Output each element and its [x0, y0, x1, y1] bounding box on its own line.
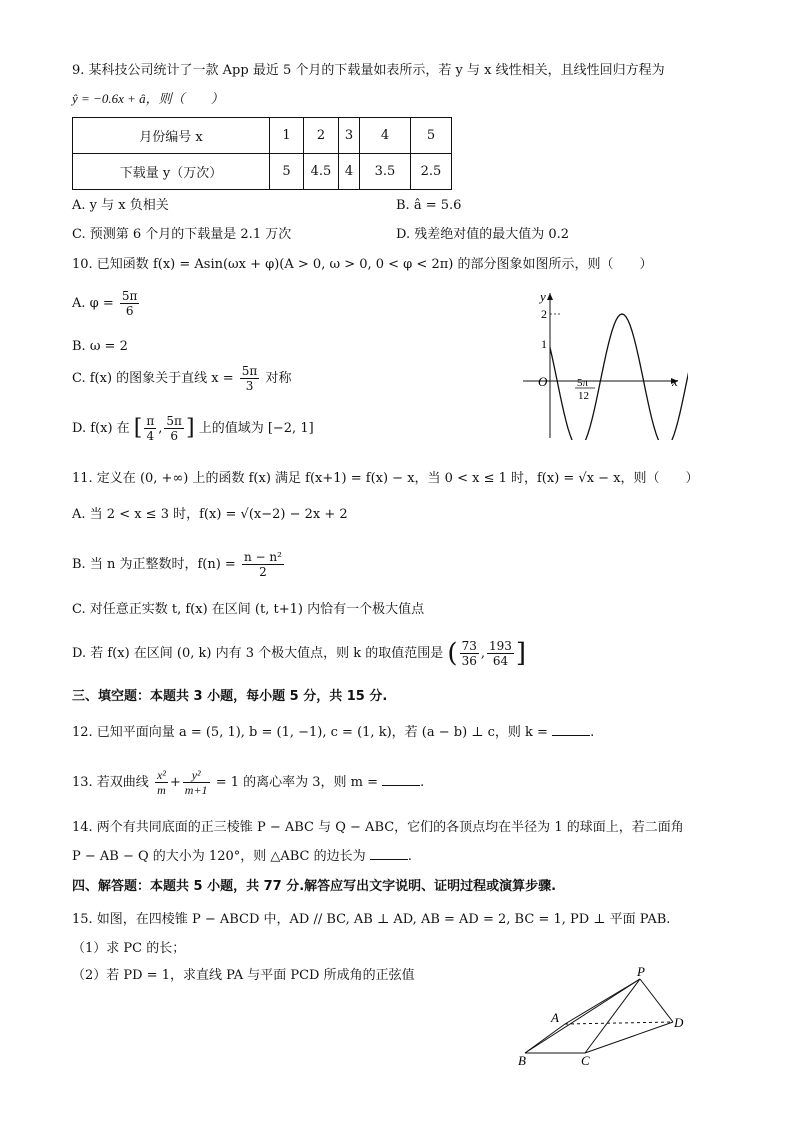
q13-suffix: = 1 的离心率为 3，则 m =	[215, 775, 379, 790]
fraction-den: m+1	[184, 783, 208, 797]
q10-option-b: B. ω = 2	[72, 339, 128, 354]
table-cell: 5	[270, 154, 304, 190]
fraction	[487, 639, 514, 668]
origin-label: O	[538, 374, 548, 389]
q10-stem: 10. 已知函数 f(x) = Asin(ωx + φ)(A > 0, ω > 0, 0 < φ < 2π) 的部分图象如图所示，则（ ）	[72, 257, 653, 272]
q13-end: .	[420, 775, 425, 790]
vertex-C-label: C	[581, 1053, 590, 1068]
q11-option-c: C. 对任意正实数 t, f(x) 在区间 (t, t+1) 内恰有一个极大值点	[72, 602, 425, 617]
edge-PC	[585, 979, 640, 1053]
fraction	[183, 768, 210, 797]
fraction-num: x²	[156, 768, 166, 782]
fraction-den: 2	[259, 565, 267, 579]
q10-sine-graph	[518, 288, 688, 440]
q9-option-b: B. â = 5.6	[396, 198, 462, 213]
fraction	[242, 550, 284, 579]
fraction	[120, 289, 140, 318]
q10-option-c-suffix: 对称	[265, 371, 292, 386]
section-3-heading: 三、填空题：本题共 3 小题，每小题 5 分，共 15 分.	[72, 689, 388, 704]
q10-option-a-prefix: A. φ =	[72, 296, 114, 311]
q9-option-a: A. y 与 x 负相关	[72, 198, 169, 213]
fraction	[144, 414, 156, 443]
tick-label-1: 1	[541, 337, 547, 351]
fraction	[155, 768, 168, 797]
table-row	[73, 118, 452, 154]
sine-curve	[550, 314, 688, 440]
table-cell: 2.5	[411, 154, 452, 190]
fraction-num: π	[146, 414, 155, 428]
table-cell: 1	[270, 118, 304, 154]
vertex-B-label: B	[518, 1053, 526, 1068]
fraction-num: 73	[461, 639, 477, 653]
table-cell: 4	[360, 118, 411, 154]
tick-label-12: 12	[578, 390, 589, 402]
table-cell: 3	[339, 118, 360, 154]
fraction-num: y²	[183, 768, 210, 783]
edge-AD	[565, 1022, 673, 1024]
q10-option-d: D. f(x) 在 [ $\frac{\pi}{4}$ , $\frac{5\pi}{6}$ ] 上的值域为 [−2, 1]	[72, 414, 314, 443]
edge-CD	[585, 1022, 673, 1053]
table-header-cell: 下载量 y（万次）	[73, 154, 270, 190]
answer-blank	[382, 785, 420, 786]
fraction-den: 64	[492, 654, 509, 668]
q12	[72, 724, 594, 742]
q11-option-b	[72, 550, 286, 579]
q11-option-b-prefix: B. 当 n 为正整数时，f(n) =	[72, 557, 236, 572]
table-cell: 4.5	[304, 154, 339, 190]
fraction-num: 5π	[166, 414, 182, 428]
table-header-cell: 月份编号 x	[73, 118, 270, 154]
fraction	[240, 364, 260, 393]
fraction-num: 193	[489, 639, 512, 653]
fraction	[164, 414, 184, 443]
tick-label-2: 2	[541, 307, 547, 321]
table-cell: 2	[304, 118, 339, 154]
q14-line2-text: P − AB − Q 的大小为 120°，则 △ABC 的边长为	[72, 849, 366, 864]
fraction-den: 6	[125, 304, 134, 318]
vertex-D-label: D	[674, 1015, 684, 1030]
x-axis-label: x	[672, 374, 678, 389]
q10-option-d-prefix: D. f(x) 在	[72, 421, 130, 436]
q15-part2: （2）若 PD = 1，求直线 PA 与平面 PCD 所成角的正弦值	[72, 968, 415, 983]
q11-option-d: D. 若 f(x) 在区间 (0, k) 内有 3 个极大值点，则 k 的取值范围是 ( $\frac{73}{36}$ , $\frac{193}{64}$ ]	[72, 638, 527, 669]
fraction-den: 3	[245, 379, 254, 393]
vertex-P-label: P	[637, 966, 645, 979]
fraction-num: n − n²	[243, 550, 282, 564]
tick-label-5pi: 5π	[577, 377, 589, 389]
q12-text: 12. 已知平面向量 a = (5, 1), b = (1, −1), c = (1, k)，若 (a − b) ⊥ c，则 k =	[72, 725, 548, 740]
q11-option-a: A. 当 2 < x ≤ 3 时，f(x) = √(x−2) − 2x + 2	[72, 507, 348, 522]
q10-option-c-prefix: C. f(x) 的图象关于直线 x =	[72, 371, 234, 386]
vertex-A-label: A	[551, 1010, 559, 1025]
fraction	[460, 639, 479, 668]
q15-stem: 15. 如图，在四棱锥 P − ABCD 中，AD // BC, AB ⊥ AD, AB = AD = 2, BC = 1, PD ⊥ 平面 PAB.	[72, 912, 671, 927]
q9-option-c: C. 预测第 6 个月的下载量是 2.1 万次	[72, 227, 292, 242]
q13: 13. 若双曲线 $\frac{\text{x²}}{m}$ + $\frac{\text{y²}}{m+1}$ = 1 的离心率为 3，则 m = .	[72, 768, 425, 797]
q9-option-d: D. 残差绝对值的最大值为 0.2	[396, 227, 570, 242]
q10-option-c	[72, 364, 291, 393]
table-row	[73, 154, 452, 190]
y-axis-label: y	[540, 289, 546, 304]
q10-option-a	[72, 289, 141, 318]
edge-PB	[525, 979, 640, 1053]
fraction-den: 6	[170, 429, 178, 443]
y-axis-arrow	[547, 293, 553, 300]
table-cell: 5	[411, 118, 452, 154]
q10-option-d-suffix: 上的值域为 [−2, 1]	[198, 421, 314, 436]
fraction-den: 4	[146, 429, 155, 443]
q14-line1: 14. 两个有共同底面的正三棱锥 P − ABC 与 Q − ABC，它们的各顶点均在半径为 1 的球面上，若二面角	[72, 820, 684, 835]
q11-option-d-prefix: D. 若 f(x) 在区间 (0, k) 内有 3 个极大值点，则 k 的取值范围是	[72, 646, 444, 661]
q9-table	[72, 117, 452, 190]
q15-part1: （1）求 PC 的长；	[72, 941, 186, 956]
q14-end: .	[407, 849, 412, 864]
q9-stem: 9. 某科技公司统计了一款 App 最近 5 个月的下载量如表所示，若 y 与 x 线性相关，且线性回归方程为	[72, 63, 665, 78]
q14-line2	[72, 848, 412, 866]
answer-blank	[552, 735, 590, 736]
fraction-den: 36	[461, 654, 477, 668]
fraction-num: 5π	[121, 289, 138, 303]
fraction-num: 5π	[241, 364, 258, 378]
table-cell: 3.5	[360, 154, 411, 190]
fraction-den: m	[157, 783, 166, 797]
q11-stem: 11. 定义在 (0, +∞) 上的函数 f(x) 满足 f(x+1) = f(x) − x，当 0 < x ≤ 1 时，f(x) = √x − x，则（ ）	[72, 471, 699, 486]
q15-pyramid-figure	[515, 966, 695, 1071]
q9-equation: ŷ = −0.6x + â，则（ ）	[72, 91, 224, 106]
q13-prefix: 13. 若双曲线	[72, 775, 149, 790]
section-4-heading: 四、解答题：本题共 5 小题，共 77 分.解答应写出文字说明、证明过程或演算步骤.	[72, 879, 557, 894]
table-cell: 4	[339, 154, 360, 190]
answer-blank	[370, 859, 408, 860]
edge-PD	[640, 979, 673, 1022]
edge-PA	[565, 979, 640, 1024]
q12-end: .	[590, 725, 595, 740]
